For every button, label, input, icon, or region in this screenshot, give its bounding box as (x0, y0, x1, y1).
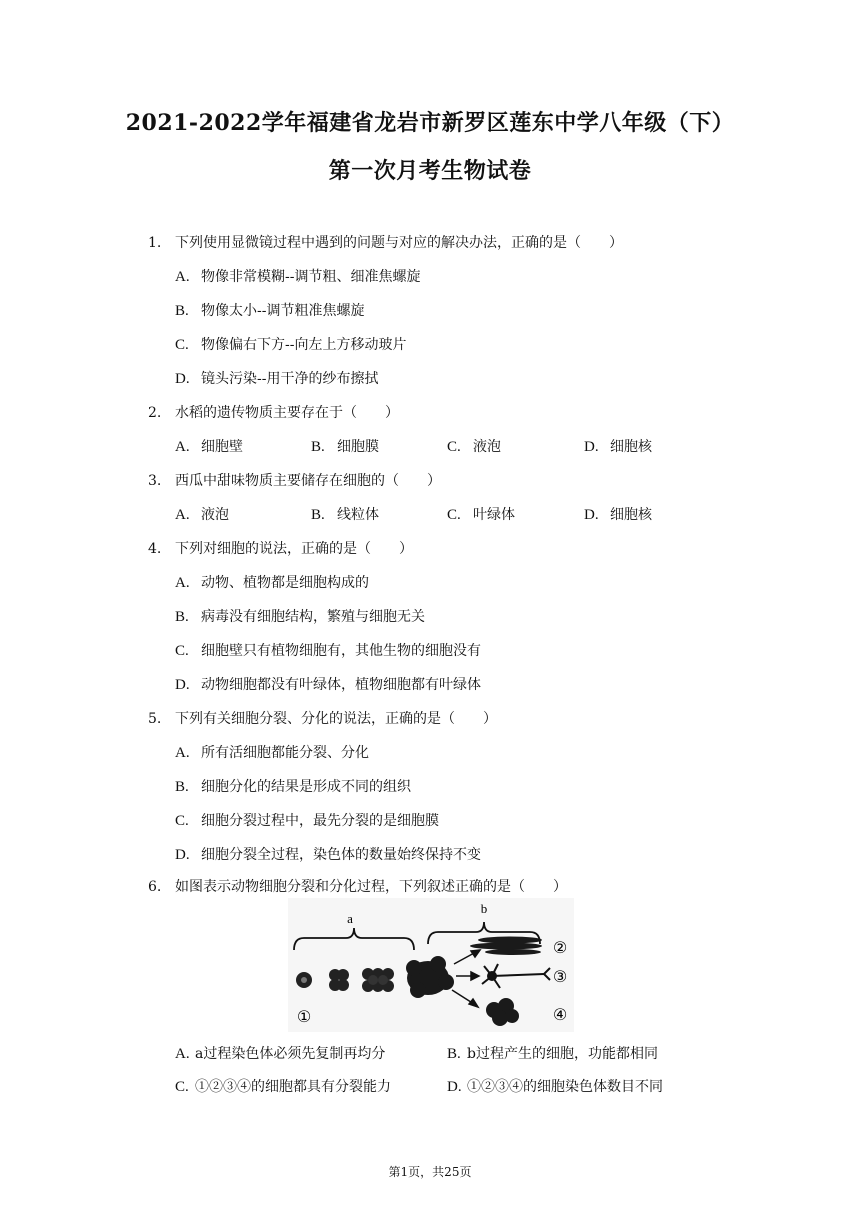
q4-option-d: D. 动物细胞都没有叶绿体，植物细胞都有叶绿体 (175, 677, 481, 693)
exam-title-line1: 2021-2022学年福建省龙岩市新罗区莲东中学八年级（下） (125, 110, 735, 136)
question-2 (148, 402, 399, 422)
q3-option-c: C. 叶绿体 (447, 507, 515, 523)
page-footer: 第1页，共25页 (388, 1165, 472, 1179)
question-5 (148, 708, 497, 728)
q3-option-a: A. 液泡 (175, 507, 229, 523)
question-text: 水稻的遗传物质主要存在于（ ） (175, 405, 399, 421)
question-number: 6. (148, 879, 162, 895)
question-number: 1. (148, 235, 162, 251)
question-text: 如图表示动物细胞分裂和分化过程，下列叙述正确的是（ ） (175, 879, 567, 895)
q3-option-b: B. 线粒体 (311, 507, 379, 523)
q5-option-d: D. 细胞分裂全过程，染色体的数量始终保持不变 (175, 847, 481, 863)
q5-option-a: A. 所有活细胞都能分裂、分化 (175, 745, 369, 761)
question-text: 下列使用显微镜过程中遇到的问题与对应的解决办法，正确的是（ ） (175, 235, 623, 251)
question-number: 4. (148, 541, 162, 557)
question-4 (148, 538, 413, 558)
q4-option-c: C. 细胞壁只有植物细胞有，其他生物的细胞没有 (175, 643, 481, 659)
q1-option-a: A. 物像非常模糊--调节粗、细准焦螺旋 (175, 269, 421, 285)
label-a: a (347, 911, 353, 926)
q4-option-b: B. 病毒没有细胞结构，繁殖与细胞无关 (175, 609, 425, 625)
exam-title-line2: 第一次月考生物试卷 (328, 158, 532, 184)
question-text: 西瓜中甜味物质主要储存在细胞的（ ） (175, 473, 441, 489)
q1-option-c: C. 物像偏右下方--向左上方移动玻片 (175, 337, 407, 353)
q5-option-c: C. 细胞分裂过程中，最先分裂的是细胞膜 (175, 813, 439, 829)
mark-2: ② (552, 938, 568, 957)
q1-option-b: B. 物像太小--调节粗准焦螺旋 (175, 303, 365, 319)
q6-option-d: D. ①②③④的细胞染色体数目不同 (447, 1079, 663, 1095)
mark-1: ① (296, 1007, 312, 1026)
q6-option-a: A. a过程染色体必须先复制再均分 (175, 1046, 386, 1062)
q3-option-d: D. 细胞核 (584, 507, 652, 523)
mark-3: ③ (552, 967, 568, 986)
question-number: 2. (148, 405, 162, 421)
q2-option-c: C. 液泡 (447, 439, 501, 455)
label-b: b (480, 901, 488, 916)
question-number: 5. (148, 711, 162, 727)
cell-nucleus (301, 977, 307, 983)
question-3 (148, 470, 441, 490)
q6-option-c: C. ①②③④的细胞都具有分裂能力 (175, 1079, 391, 1095)
neuron-body (487, 971, 497, 981)
question-1 (148, 232, 623, 252)
q2-option-d: D. 细胞核 (584, 439, 652, 455)
q4-option-a: A. 动物、植物都是细胞构成的 (175, 575, 369, 591)
question-6 (148, 876, 567, 896)
q6-option-b: B. b过程产生的细胞，功能都相同 (447, 1046, 658, 1062)
cell-division-diagram (288, 898, 574, 1032)
q2-option-a: A. 细胞壁 (175, 439, 243, 455)
question-number: 3. (148, 473, 162, 489)
question-text: 下列有关细胞分裂、分化的说法，正确的是（ ） (175, 711, 497, 727)
q5-option-b: B. 细胞分化的结果是形成不同的组织 (175, 779, 411, 795)
question-text: 下列对细胞的说法，正确的是（ ） (175, 541, 413, 557)
q2-option-b: B. 细胞膜 (311, 439, 379, 455)
mark-4: ④ (552, 1005, 568, 1024)
q1-option-d: D. 镜头污染--用干净的纱布擦拭 (175, 371, 379, 387)
